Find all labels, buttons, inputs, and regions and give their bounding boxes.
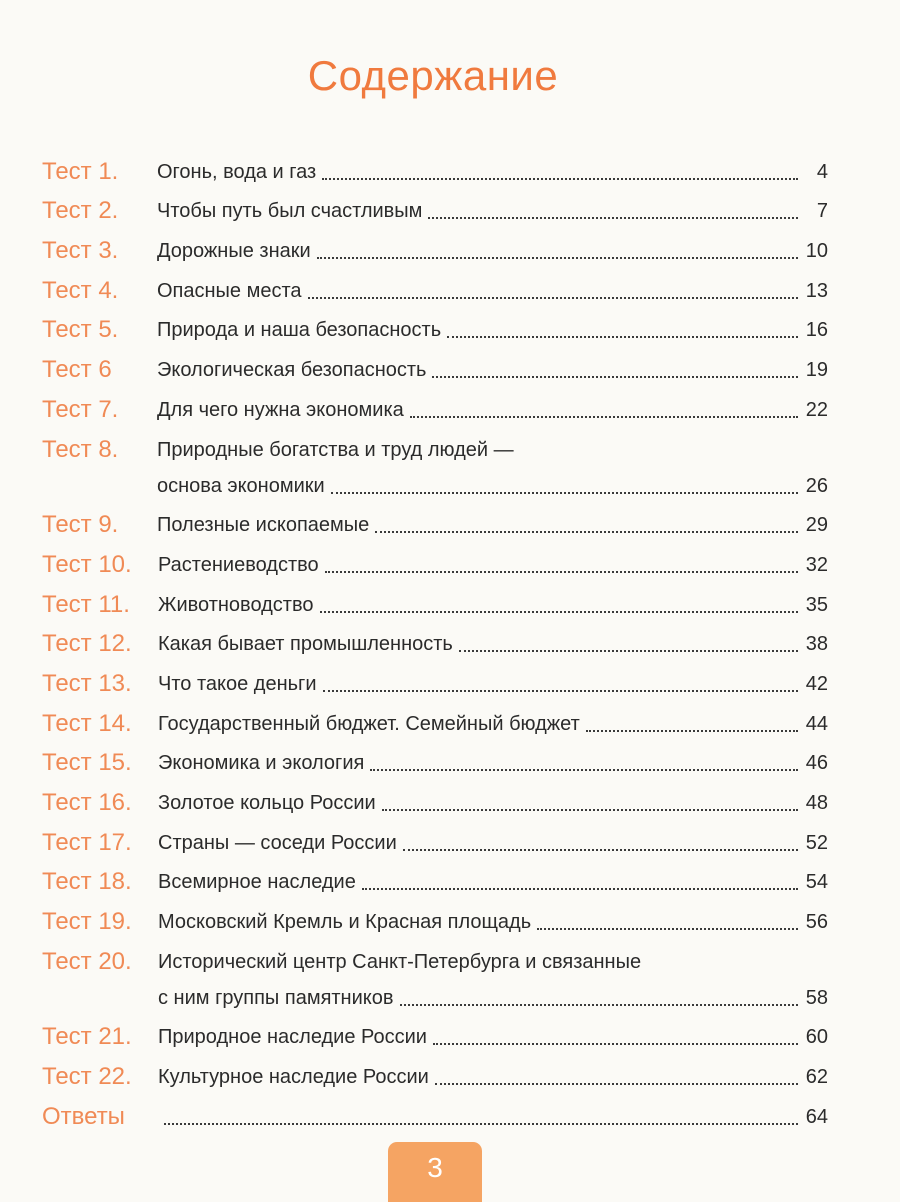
test-label: Тест 8.: [42, 435, 119, 463]
test-label: Тест 16.: [42, 789, 132, 816]
page-number: 38: [805, 633, 828, 656]
toc-entry[interactable]: [42, 896, 828, 936]
dot-leader: [320, 611, 799, 613]
dot-leader: [308, 297, 798, 299]
test-label: Тест 12.: [42, 630, 132, 658]
entry-title: Огонь, вода и газ: [157, 160, 317, 183]
entry-title: Страны — соседи России: [158, 831, 397, 854]
entry-title: Полезные ископаемые: [157, 514, 370, 537]
dot-leader: [459, 650, 798, 652]
page-number: 32: [805, 553, 828, 576]
dot-leader: [322, 178, 798, 180]
toc-entry[interactable]: [42, 225, 828, 265]
test-label: Тест 19.: [42, 908, 132, 936]
entry-title: Природа и наша безопасность: [157, 319, 442, 342]
answers-label: Ответы: [42, 1102, 125, 1130]
page-number: 46: [805, 752, 828, 775]
test-label: Тест 9.: [42, 511, 119, 539]
toc-entry[interactable]: [42, 817, 828, 857]
toc-entry[interactable]: [42, 146, 828, 186]
toc-entry[interactable]: [42, 619, 828, 659]
dot-leader: [382, 809, 798, 811]
entry-title: Что такое деньги: [158, 672, 317, 695]
dot-leader: [375, 531, 798, 533]
entry-title: Экономика и экология: [158, 752, 365, 775]
test-label: Тест 1.: [42, 157, 119, 185]
dot-leader: [537, 928, 798, 930]
entry-title: Какая бывает промышленность: [158, 633, 453, 656]
dot-leader: [435, 1083, 798, 1085]
page-number: 26: [805, 474, 828, 497]
toc-entry[interactable]: [42, 539, 828, 579]
page-title: Содержание: [307, 52, 559, 99]
entry-title: Культурное наследие России: [158, 1066, 429, 1089]
test-label: Тест 11.: [42, 590, 130, 618]
page-number: 56: [805, 911, 828, 934]
test-label: Тест 13.: [42, 669, 132, 697]
page-number: 13: [805, 279, 828, 302]
test-label: Тест 20.: [42, 947, 132, 975]
page-number: 22: [805, 398, 828, 421]
page-number: 64: [805, 1105, 828, 1128]
page-number: 4: [816, 160, 828, 183]
toc-entry[interactable]: [42, 857, 828, 897]
test-label: Тест 2.: [42, 197, 119, 225]
entry-title: Опасные места: [157, 279, 302, 302]
page-number: 48: [805, 792, 828, 814]
test-label: Тест 17.: [42, 828, 132, 856]
toc-entry-continuation[interactable]: [42, 976, 828, 1012]
entry-title: Дорожные знаки: [157, 240, 311, 263]
entry-title: Всемирное наследие: [158, 871, 356, 894]
toc-entry-continuation[interactable]: [42, 464, 828, 500]
entry-title: Государственный бюджет. Семейный бюджет: [158, 712, 580, 735]
test-label: Тест 6: [42, 356, 112, 384]
entry-title: Природное наследие России: [158, 1026, 427, 1049]
toc-entry[interactable]: [42, 658, 828, 698]
page-number: 60: [805, 1026, 828, 1049]
test-label: Тест 15.: [42, 749, 132, 777]
test-label: Тест 21.: [42, 1023, 132, 1051]
toc-entry[interactable]: [42, 1012, 828, 1052]
test-label: Тест 22.: [42, 1063, 132, 1091]
page-number: 62: [805, 1066, 828, 1089]
page-number: 42: [805, 672, 828, 695]
entry-title-continuation: основа экономики: [157, 474, 325, 497]
dot-leader: [323, 690, 798, 692]
page-number: 7: [816, 200, 828, 223]
entry-title: Московский Кремль и Красная площадь: [158, 911, 532, 934]
test-label: Тест 7.: [42, 395, 119, 423]
entry-title: Природные богатства и труд людей —: [157, 438, 514, 461]
dot-leader: [325, 571, 798, 573]
dot-leader: [410, 416, 798, 418]
toc-entry[interactable]: [42, 936, 828, 976]
dot-leader: [362, 888, 798, 890]
toc-entry[interactable]: [42, 1051, 828, 1091]
test-label: Тест 18.: [42, 868, 132, 896]
toc-entry[interactable]: [42, 698, 828, 738]
page-number: 10: [805, 240, 828, 263]
toc-entry[interactable]: [42, 265, 828, 305]
toc-entry[interactable]: [42, 738, 828, 778]
test-label: Тест 10.: [42, 550, 132, 578]
dot-leader: [428, 217, 798, 219]
entry-title: Растениеводство: [158, 553, 319, 576]
entry-title: Чтобы путь был счастливым: [157, 200, 423, 223]
page-number: 19: [805, 359, 828, 382]
entry-title: Экологическая безопасность: [157, 359, 427, 382]
page-number: 58: [805, 986, 828, 1009]
dot-leader: [433, 1043, 798, 1045]
page-number: 52: [805, 831, 828, 854]
toc-entry[interactable]: [42, 344, 828, 384]
toc-entry[interactable]: [42, 500, 828, 540]
toc-entry-answers[interactable]: [42, 1091, 828, 1131]
dot-leader: [586, 730, 798, 732]
toc-entry[interactable]: [42, 384, 828, 424]
test-label: Тест 4.: [42, 276, 119, 304]
dot-leader: [403, 849, 798, 851]
test-label: Тест 3.: [42, 237, 119, 265]
dot-leader: [370, 769, 798, 771]
entry-title: Животноводство: [158, 593, 314, 616]
dot-leader: [331, 492, 798, 494]
toc-entry[interactable]: [42, 186, 828, 226]
toc-entry[interactable]: [42, 777, 828, 817]
test-label: Тест 14.: [42, 709, 132, 737]
entry-title: Золотое кольцо России: [158, 792, 376, 814]
toc-entry[interactable]: [42, 424, 828, 464]
dot-leader: [317, 257, 798, 259]
page-number: 35: [805, 593, 828, 616]
page-number-badge: 3: [388, 1142, 482, 1202]
toc-entry[interactable]: [42, 305, 828, 345]
test-label: Тест 5.: [42, 316, 119, 344]
dot-leader: [447, 336, 798, 338]
page-number: 54: [805, 871, 828, 894]
dot-leader: [164, 1123, 798, 1125]
entry-title: Исторический центр Санкт-Петербурга и связанные: [158, 950, 642, 973]
page-number: 44: [805, 712, 828, 735]
dot-leader: [432, 376, 798, 378]
dot-leader: [400, 1004, 799, 1006]
entry-title: Для чего нужна экономика: [157, 398, 404, 421]
table-of-contents: [42, 146, 828, 1131]
toc-entry[interactable]: [42, 579, 828, 619]
page-number: 16: [805, 319, 828, 342]
page-number: 29: [805, 514, 828, 537]
entry-title-continuation: с ним группы памятников: [158, 986, 394, 1009]
